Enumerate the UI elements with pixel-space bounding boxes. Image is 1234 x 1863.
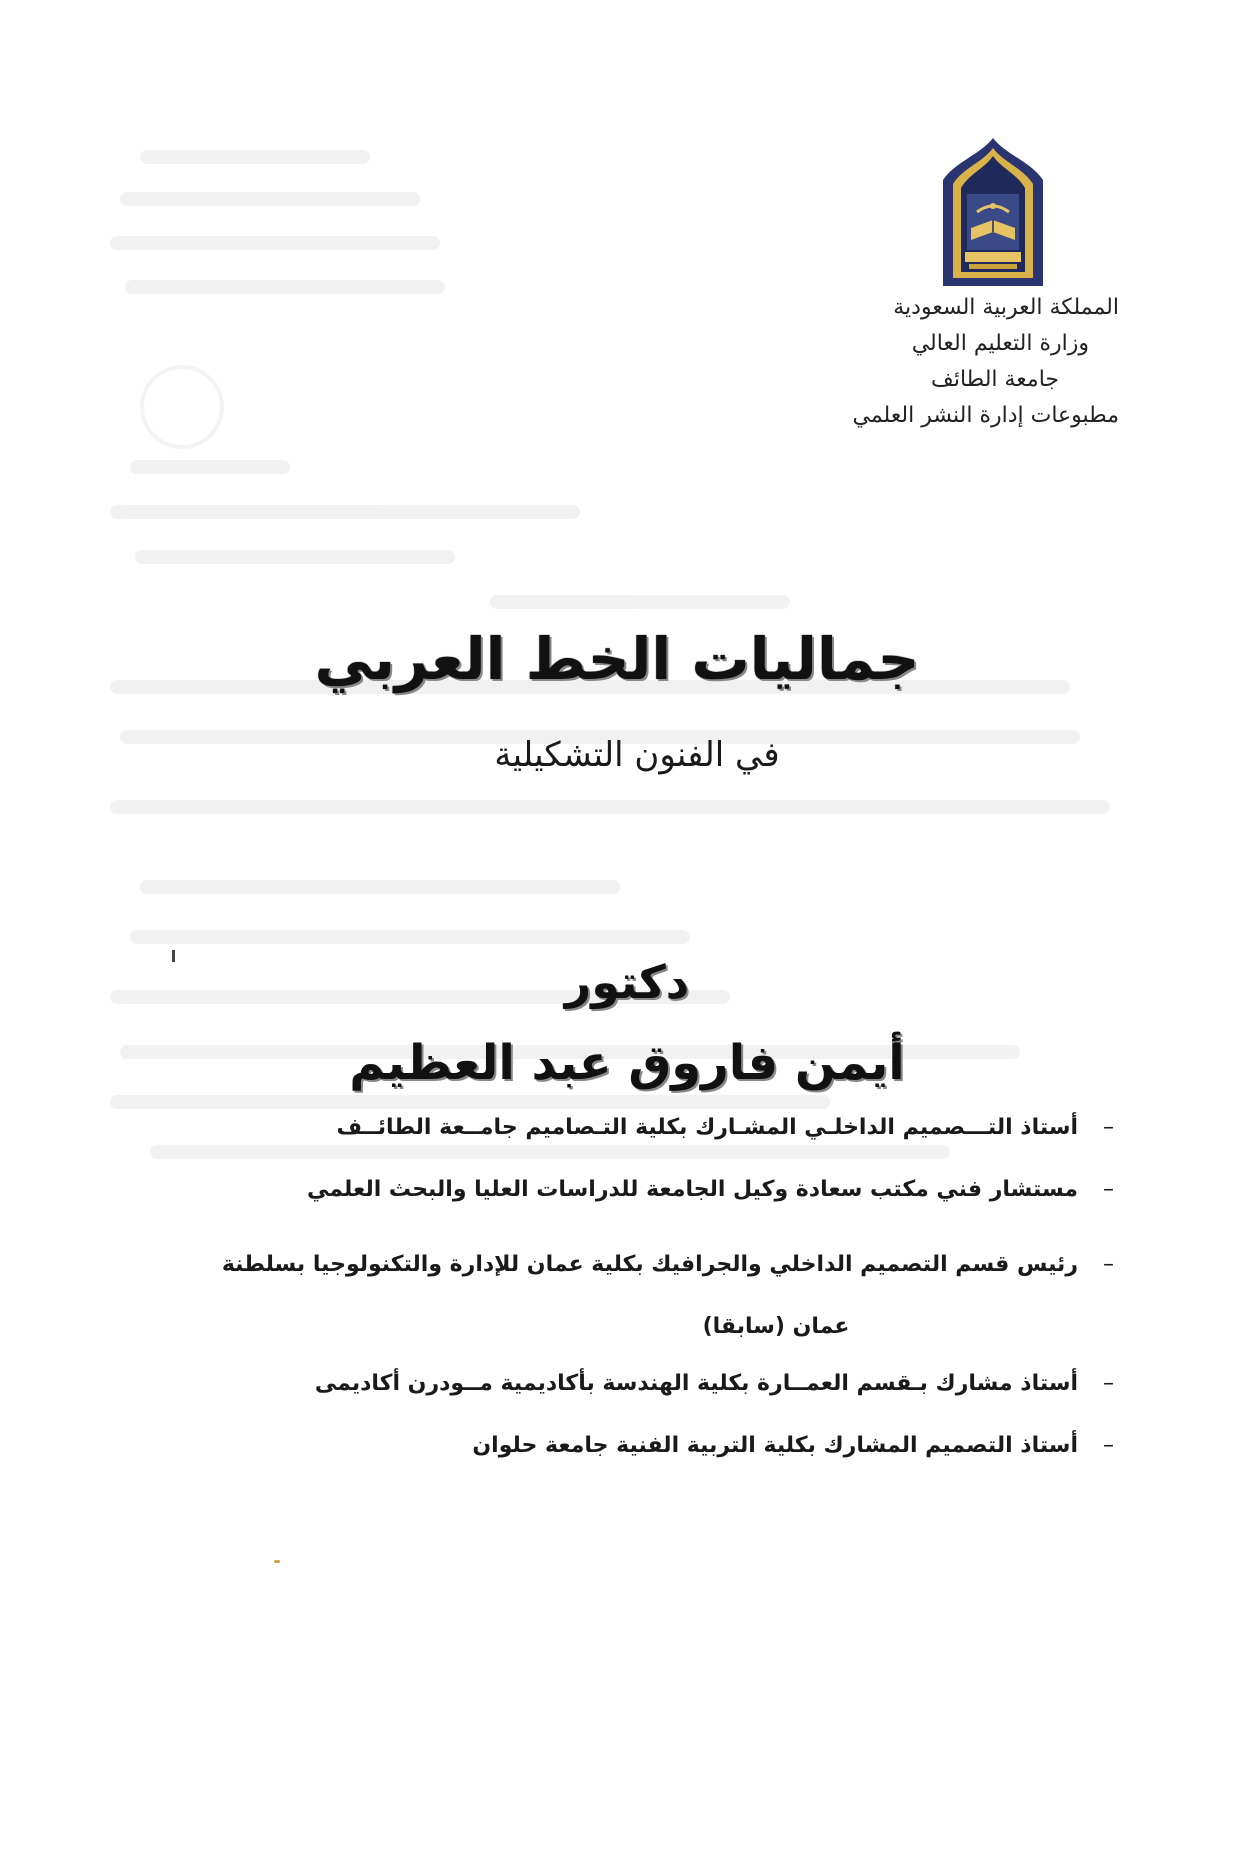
scan-speck — [172, 950, 175, 962]
bullet-dash: – — [1103, 1433, 1114, 1458]
header-university: جامعة الطائف — [931, 367, 1059, 392]
author-credentials-list — [214, 1110, 1114, 1490]
header-publisher: مطبوعات إدارة النشر العلمي — [852, 403, 1119, 428]
institution-header — [759, 290, 1119, 434]
credential-continuation: عمان (سابقا) — [702, 1314, 850, 1339]
credential-item — [214, 1366, 1114, 1402]
scan-speck — [274, 1560, 280, 1563]
credential-text: أستاذ مشارك بـقسم العمــارة بكلية الهندسة بأكاديمية مــودرن أكاديمى — [314, 1371, 1078, 1396]
credential-text: أستاذ التصميم المشارك بكلية التربية الفنية جامعة حلوان — [472, 1433, 1078, 1458]
bullet-dash: – — [1103, 1371, 1114, 1396]
author-name: أيمن فاروق عبد العظيم — [349, 1035, 905, 1091]
bullet-dash: – — [1103, 1115, 1114, 1140]
credential-item — [214, 1428, 1114, 1464]
bullet-dash: – — [1103, 1177, 1114, 1202]
header-country: المملكة العربية السعودية — [893, 295, 1119, 320]
header-ministry: وزارة التعليم العالي — [911, 331, 1089, 356]
credential-text: رئيس قسم التصميم الداخلي والجرافيك بكلية عمان للإدارة والتكنولوجيا بسلطنة — [221, 1252, 1078, 1277]
credential-item — [214, 1172, 1114, 1208]
credential-item — [214, 1234, 1114, 1358]
book-subtitle: في الفنون التشكيلية — [494, 735, 780, 775]
bullet-dash: – — [1103, 1252, 1114, 1277]
credential-text: أستاذ التـــصميم الداخلـي المشـارك بكلية التـصاميم جامــعة الطائــف — [336, 1115, 1078, 1140]
credential-text: مستشار فني مكتب سعادة وكيل الجامعة للدراسات العليا والبحث العلمي — [307, 1177, 1078, 1202]
credential-item — [214, 1110, 1114, 1146]
book-title: جماليات الخط العربي — [314, 625, 920, 693]
author-honorific: دكتور — [564, 955, 690, 1009]
university-emblem-icon — [935, 136, 1051, 288]
